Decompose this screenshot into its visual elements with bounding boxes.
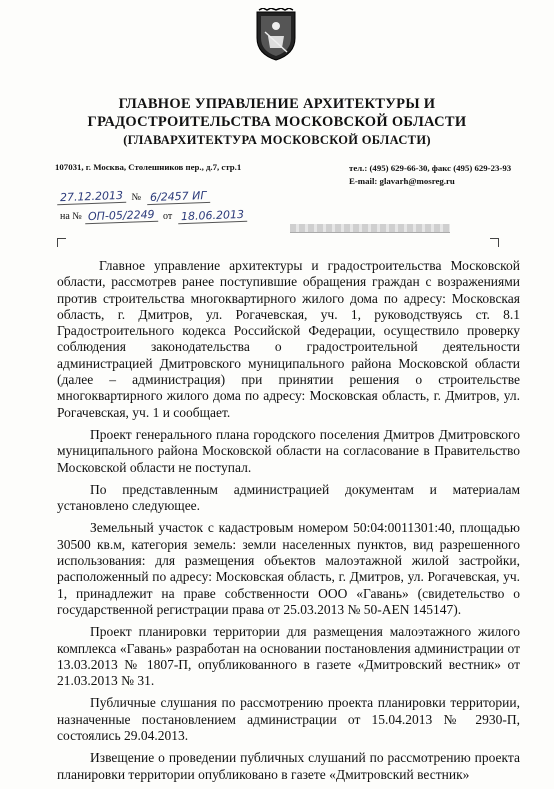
paragraph: По представленным администрацией документам и материалам установлено следующее. bbox=[57, 481, 520, 514]
reference-label: на № bbox=[60, 211, 82, 222]
paragraph: Публичные слушания по рассмотрению проекта планировки территории, назначенные постановлением администрации от 15.04.2013 № 2930-П, состоялись 29.04.2013. bbox=[57, 695, 520, 744]
from-label: от bbox=[162, 211, 173, 222]
paragraph: Земельный участок с кадастровым номером 50:04:0011301:40, площадью 30500 кв.м, категория земель: земли населенных пунктов, вид разрешенного использования: для размещения объектов малоэтажной жилой застройки, расположенный по адресу: Московская область, г. Дмитров, ул. Рогачевская, уч. 1, принадлежит на праве собственности ООО «Гавань» (свидетельство о государственной регистрации права от 25.03.2013 № 50-AEN 145147). bbox=[57, 520, 520, 617]
header-subtitle: (ГЛАВАРХИТЕКТУРА МОСКОВСКОЙ ОБЛАСТИ) bbox=[123, 133, 431, 147]
email-address: E-mail: glavarh@mosreg.ru bbox=[349, 176, 455, 186]
contact-block bbox=[349, 162, 511, 188]
redacted-addressee bbox=[290, 224, 450, 233]
paragraph: Извещение о проведении публичных слушаний по рассмотрению проекта планировки территории опубликовано в газете «Дмитровский вестник» bbox=[57, 750, 520, 782]
reference-number: ОП-05/2249 bbox=[85, 208, 158, 225]
phone-fax: тел.: (495) 629-66-30, факс (495) 629-23-93 bbox=[349, 163, 512, 173]
letter-body bbox=[57, 258, 520, 789]
paragraph: Проект генерального плана городского поселения Дмитров Дмитровского муниципального района Московской области на согласование в Правительство Московской области не поступал. bbox=[57, 426, 520, 475]
header-title-line2: ГРАДОСТРОИТЕЛЬСТВА МОСКОВСКОЙ ОБЛАСТИ bbox=[87, 114, 467, 130]
paragraph: Проект планировки территории для размещения малоэтажного жилого комплекса «Гавань» разработан на основании постановления администрации от 13.03.2013 № 1807-П, опубликованного в газете «Дмитровский вестник» от 21.03.2013 № 31. bbox=[57, 624, 520, 689]
outgoing-date: 27.12.2013 bbox=[57, 189, 126, 205]
outgoing-number: 6/2457 ИГ bbox=[146, 189, 209, 205]
postal-address: 107031, г. Москва, Столешников пер., д.7, стр.1 bbox=[55, 162, 242, 172]
coat-of-arms-emblem bbox=[253, 8, 299, 62]
reference-date: 18.06.2013 bbox=[177, 208, 246, 224]
addressee-corner-left bbox=[57, 238, 66, 247]
incoming-reference bbox=[57, 209, 247, 223]
paragraph: Главное управление архитектуры и градостроительства Московской области, рассмотрев ранее поступившие обращения граждан с возражениями против строительства многоквартирного жилого дома по адресу: Московская область, г. Дмитров, ул. Рогачевская, уч. 1, руководствуясь ст. 8.1 Градостроительного кодекса Российской Федерации, осуществило проверку соблюдения законодательства о градостроительной деятельности администрацией Дмитровского муниципального района Московской области (далее – администрация) при принятии решения о строительстве многоквартирного жилого дома по адресу: Московская область, г. Дмитров, ул. Рогачевская, уч. 1 и сообщает. bbox=[57, 258, 520, 420]
addressee-corner-right bbox=[490, 238, 499, 247]
number-label: № bbox=[131, 192, 142, 203]
header-title-line1: ГЛАВНОЕ УПРАВЛЕНИЕ АРХИТЕКТУРЫ И bbox=[118, 96, 436, 112]
outgoing-registration bbox=[57, 190, 209, 204]
